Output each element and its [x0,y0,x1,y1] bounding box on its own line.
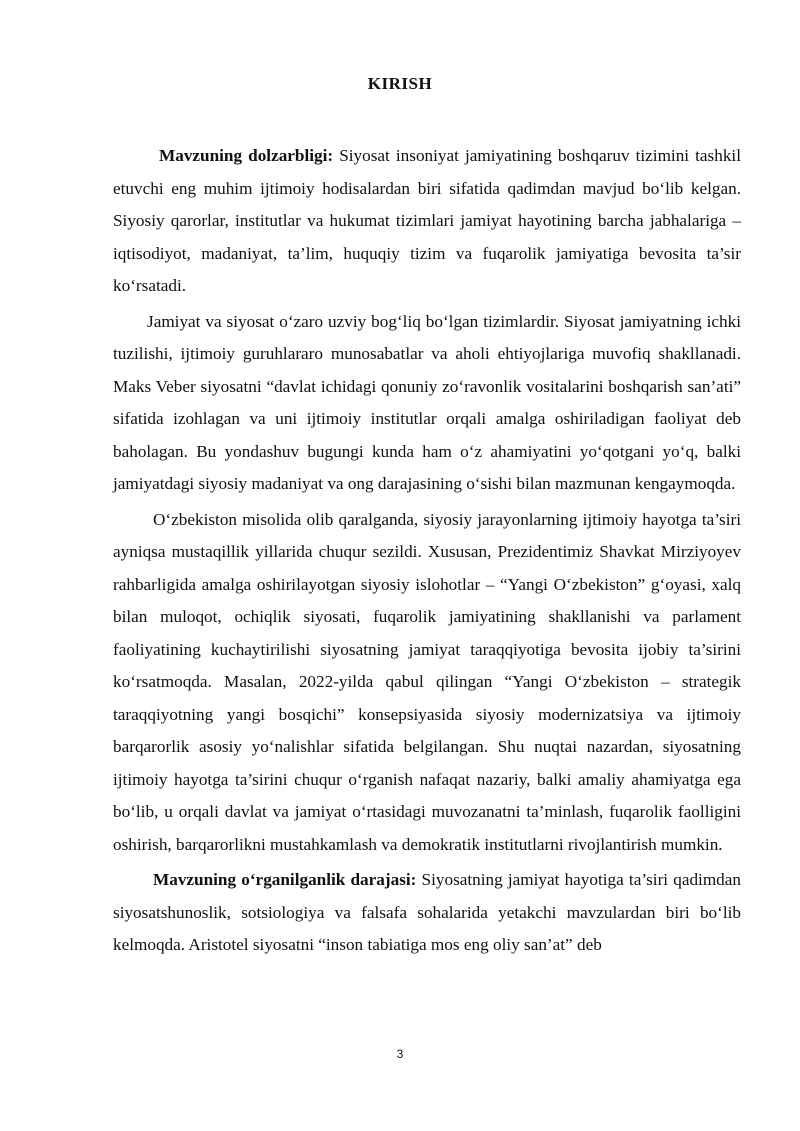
paragraph-lead: Mavzuning o‘rganilganlik darajasi: [153,870,417,889]
paragraph-relevance [113,140,741,303]
body-text [113,140,741,962]
page-number: 3 [396,1047,404,1061]
paragraph-lead: Mavzuning dolzarbligi: [159,146,334,165]
paragraph-text: Siyosat insoniyat jamiyatining boshqaruv tizimini tashkil etuvchi eng muhim ijtimoiy hodisalardan biri sifatida qadimdan mavjud bo‘lib kelgan. Siyosiy qarorlar, institutlar va hukumat tizimlari jamiyat hayotining barcha jabhalariga – iqtisodiyot, madaniyat, ta’lim, huquqiy tizim va fuqarolik jamiyatiga bevosita ta’sir ko‘rsatadi. [113,146,741,295]
paragraph-study-level [113,864,741,962]
paragraph-uzbekistan [113,504,741,862]
paragraph-text: Jamiyat va siyosat o‘zaro uzviy bog‘liq bo‘lgan tizimlardir. Siyosat jamiyatning ichki tuzilishi, ijtimoiy guruhlararo munosabatlar va aholi ehtiyojlariga muvofiq shakllanadi. Maks Veber siyosatni “davlat ichidagi qonuniy zo‘ravonlik vositalarini boshqarish san’ati” sifatida izohlagan va uni ijtimoiy institutlar orqali amalga oshiriladigan faoliyat deb baholagan. Bu yondashuv bugungi kunda ham o‘z ahamiyatini yo‘qotgani yo‘q, balki jamiyatdagi siyosiy madaniyat va ong darajasining o‘sishi bilan mazmunan kengaymoqda. [113,311,741,493]
page-title: KIRISH [367,74,433,93]
paragraph-society-politics [113,306,741,501]
paragraph-text: Siyosatning jamiyat hayotiga ta’siri qadimdan siyosatshunoslik, sotsiologiya va falsafa sohalarida yetakchi mavzulardan biri bo‘lib kelmoqda. Aristotel siyosatni “inson tabiatiga mos eng oliy san’at” deb [113,870,741,954]
paragraph-text: O‘zbekiston misolida olib qaralganda, siyosiy jarayonlarning ijtimoiy hayotga ta’siri ayniqsa mustaqillik yillarida chuqur sezildi. Xususan, Prezidentimiz Shavkat Mirziyoyev rahbarligida amalga oshirilayotgan siyosiy islohotlar – “Yangi O‘zbekiston” g‘oyasi, xalq bilan muloqot, ochiqlik siyosati, fuqarolik jamiyatining shakllanishi va parlament faoliyatining kuchaytirilishi siyosatning jamiyat taraqqiyotiga bevosita ijobiy ta’sirini ko‘rsatmoqda. Masalan, 2022-yilda qabul qilingan “Yangi O‘zbekiston – strategik taraqqiyotning yangi bosqichi” konsepsiyasida siyosiy modernizatsiya va ijtimoiy barqarorlik asosiy yo‘nalishlar sifatida belgilangan. Shu nuqtai nazardan, siyosatning ijtimoiy hayotga ta’sirini chuqur o‘rganish nafaqat nazariy, balki amaliy ahamiyatga ega bo‘lib, u orqali davlat va jamiyat o‘rtasidagi muvozanatni ta’minlash, fuqarolik faolligini oshirish, barqarorlikni mustahkamlash va demokratik institutlarni rivojlantirish mumkin. [113,509,741,854]
